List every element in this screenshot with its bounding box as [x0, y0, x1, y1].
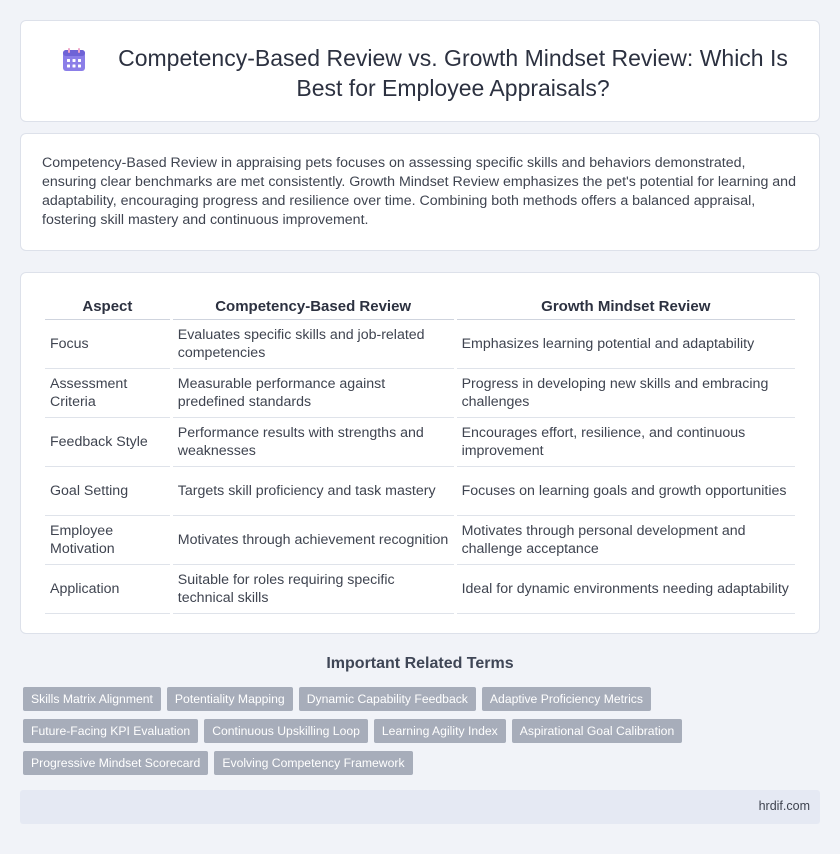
cell-competency: Targets skill proficiency and task mastery: [173, 467, 454, 516]
cell-growth: Ideal for dynamic environments needing adaptability: [457, 565, 795, 614]
intro-card: [20, 133, 820, 251]
tag-row: [23, 751, 813, 775]
comparison-table: [42, 295, 798, 614]
cell-competency: Motivates through achievement recognition: [173, 516, 454, 565]
term-tag[interactable]: Continuous Upskilling Loop: [204, 719, 368, 743]
tag-row: [23, 719, 813, 743]
cell-growth: Focuses on learning goals and growth opportunities: [457, 467, 795, 516]
cell-aspect: Assessment Criteria: [45, 369, 170, 418]
cell-aspect: Employee Motivation: [45, 516, 170, 565]
cell-competency: Evaluates specific skills and job-related competencies: [173, 320, 454, 369]
term-tag[interactable]: Aspirational Goal Calibration: [512, 719, 682, 743]
term-tag[interactable]: Dynamic Capability Feedback: [299, 687, 476, 711]
header-aspect: Aspect: [45, 295, 170, 320]
cell-aspect: Feedback Style: [45, 418, 170, 467]
table-row: [45, 467, 795, 516]
table-header-row: [45, 295, 795, 320]
cell-aspect: Focus: [45, 320, 170, 369]
term-tag[interactable]: Progressive Mindset Scorecard: [23, 751, 208, 775]
footer-site[interactable]: hrdif.com: [758, 799, 810, 813]
header-competency: Competency-Based Review: [173, 295, 454, 320]
table-row: [45, 369, 795, 418]
term-tag[interactable]: Learning Agility Index: [374, 719, 506, 743]
table-row: [45, 320, 795, 369]
header-growth: Growth Mindset Review: [457, 295, 795, 320]
related-terms-tags: [23, 687, 813, 783]
term-tag[interactable]: Potentiality Mapping: [167, 687, 293, 711]
table-row: [45, 516, 795, 565]
cell-growth: Encourages effort, resilience, and continuous improvement: [457, 418, 795, 467]
title-wrap: [61, 43, 799, 103]
term-tag[interactable]: Adaptive Proficiency Metrics: [482, 687, 651, 711]
cell-growth: Motivates through personal development and challenge acceptance: [457, 516, 795, 565]
cell-aspect: Application: [45, 565, 170, 614]
term-tag[interactable]: Skills Matrix Alignment: [23, 687, 161, 711]
calendar-icon: [61, 47, 87, 73]
cell-growth: Emphasizes learning potential and adaptability: [457, 320, 795, 369]
footer: [20, 790, 820, 824]
tag-row: [23, 687, 813, 711]
cell-competency: Measurable performance against predefined standards: [173, 369, 454, 418]
cell-competency: Performance results with strengths and weaknesses: [173, 418, 454, 467]
table-row: [45, 418, 795, 467]
table-row: [45, 565, 795, 614]
title-card: [20, 20, 820, 122]
comparison-card: [20, 272, 820, 634]
cell-growth: Progress in developing new skills and embracing challenges: [457, 369, 795, 418]
related-terms-title: Important Related Terms: [326, 655, 514, 672]
cell-competency: Suitable for roles requiring specific technical skills: [173, 565, 454, 614]
term-tag[interactable]: Evolving Competency Framework: [214, 751, 412, 775]
cell-aspect: Goal Setting: [45, 467, 170, 516]
intro-paragraph: Competency-Based Review in appraising pets focuses on assessing specific skills and behaviors demonstrated, ensuring clear benchmarks are met consistently. Growth Mindset Review emphasizes the pet's potential for learning and adaptability, encouraging progress and resilience over time. Combining both methods offers a balanced appraisal, fostering skill mastery and continuous improvement.: [42, 155, 796, 228]
term-tag[interactable]: Future-Facing KPI Evaluation: [23, 719, 198, 743]
page-title: Competency-Based Review vs. Growth Mindset Review: Which Is Best for Employee Appraisals?: [118, 45, 788, 101]
